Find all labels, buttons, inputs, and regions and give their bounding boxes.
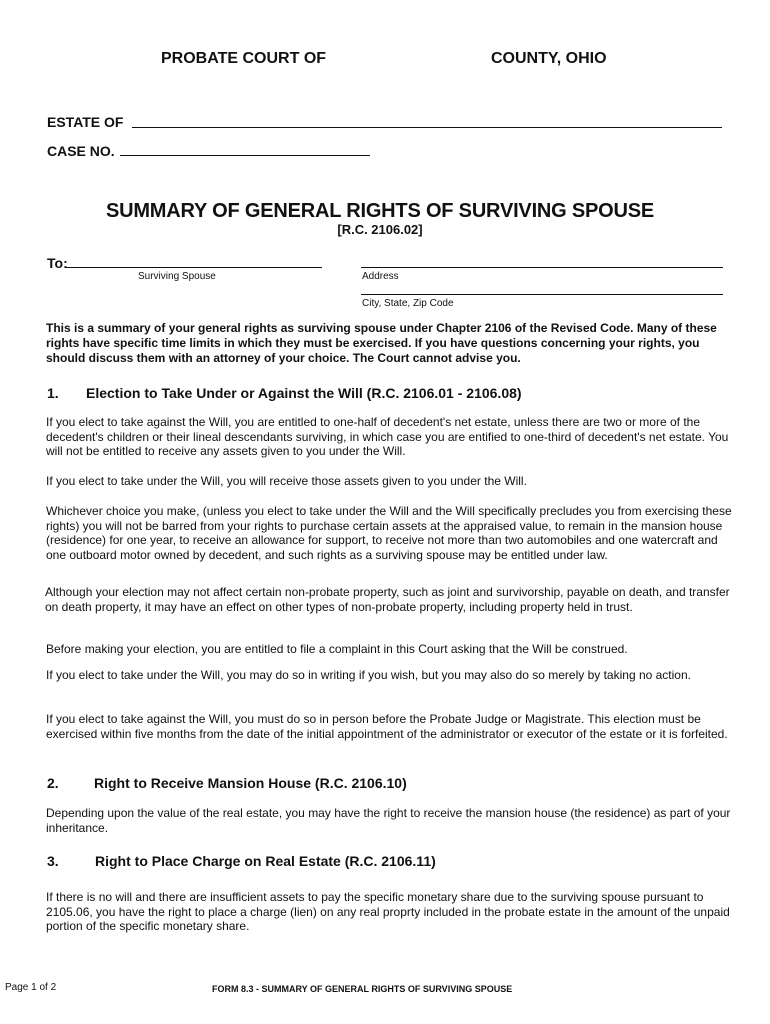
section-1-heading: Election to Take Under or Against the Will (R.C. 2106.01 - 2106.08) [86,385,522,401]
section-1-paragraph: If you elect to take under the Will, you will receive those assets given to you under the Will. [46,474,527,488]
section-3-paragraph: If there is no will and there are insufficient assets to pay the specific monetary share due to the surviving spouse pursuant to 2105.06, you have the right to place a charge (lien) on any real proprty included in the probate estate in the amount of the unpaid portion of the specific monetary share. [46,890,730,934]
city-state-zip-field[interactable] [361,294,723,295]
form-footer: FORM 8.3 - SUMMARY OF GENERAL RIGHTS OF SURVIVING SPOUSE [212,984,513,994]
to-label: To: [47,255,68,271]
page-number: Page 1 of 2 [5,982,57,993]
section-3-number: 3. [47,853,59,869]
case-number-field[interactable] [120,155,370,156]
section-1-paragraph: If you elect to take against the Will, you must do so in person before the Probate Judge or Magistrate. This election must be exercised within five months from the date of the initial appointment of the administrator or executor of the estate or it is forfeited. [46,712,728,741]
address-caption: Address [362,271,399,282]
estate-label: ESTATE OF [47,114,124,130]
surviving-spouse-field[interactable] [66,267,322,268]
address-field[interactable] [361,267,723,268]
page-subtitle: [R.C. 2106.02] [337,222,423,237]
section-1-paragraph: Although your election may not affect certain non-probate property, such as joint and survivorship, payable on death, and transfer on death property, it may have an effect on other types of non-probate property, including property held in trust. [45,585,730,614]
section-1-paragraph: Whichever choice you make, (unless you elect to take under the Will and the Will specifically precludes you from exercising these rights) you will not be barred from your rights to purchase certain assets at the appraised value, to remain in the mansion house (residence) for one year, to receive an allowance for support, to receive not more than two automobiles and one watercraft and one outboard motor owned by decedent, and such rights as a surviving spouse may be entitled under law. [46,504,732,562]
section-1-paragraph: If you elect to take under the Will, you may do so in writing if you wish, but you may also do so merely by taking no action. [46,668,691,682]
section-2-heading: Right to Receive Mansion House (R.C. 2106.10) [94,775,407,791]
county-label: COUNTY, OHIO [491,50,607,67]
city-state-zip-caption: City, State, Zip Code [362,298,454,309]
section-1-paragraph: If you elect to take against the Will, you are entitled to one-half of decedent's net estate, unless there are two or more of the decedent's children or their lineal descendants surviving, in which case you are entified to one-third of decedent's net estate. You will not be entitled to receive any assets given to you under the Will. [46,415,729,459]
page-title: SUMMARY OF GENERAL RIGHTS OF SURVIVING SPOUSE [105,200,655,222]
case-number-label: CASE NO. [47,143,115,159]
court-name: PROBATE COURT OF [161,50,327,67]
section-2-paragraph: Depending upon the value of the real estate, you may have the right to receive the mansion house (the residence) as part of your inheritance. [46,806,731,835]
section-2-number: 2. [47,775,59,791]
section-3-heading: Right to Place Charge on Real Estate (R.C. 2106.11) [95,853,436,869]
section-1-number: 1. [47,385,59,401]
intro-paragraph: This is a summary of your general rights as surviving spouse under Chapter 2106 of the Revised Code. Many of these rights have specific time limits in which they must be exercised. If you have questions concerning your rights, you should discuss them with an attorney of your choice. The Court cannot advise you. [46,321,717,365]
surviving-spouse-caption: Surviving Spouse [138,271,216,282]
section-1-paragraph: Before making your election, you are entitled to file a complaint in this Court asking that the Will be construed. [46,642,628,656]
estate-field[interactable] [132,127,722,128]
